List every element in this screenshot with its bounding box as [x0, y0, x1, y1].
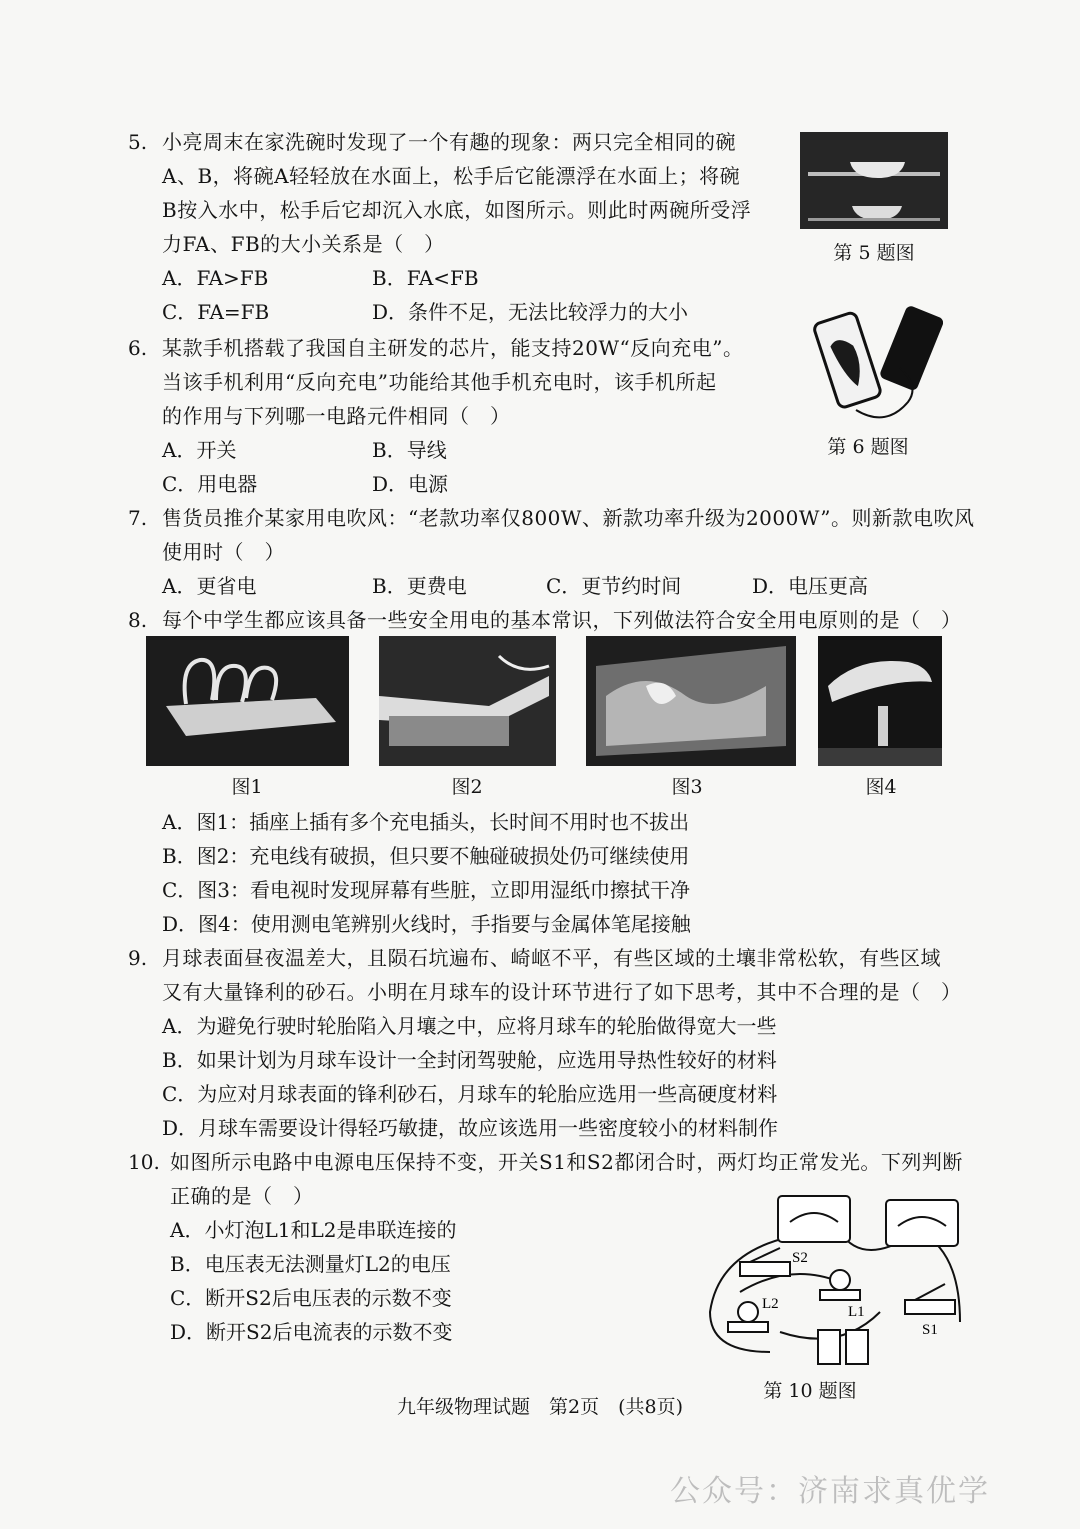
label-l1: L1: [848, 1304, 865, 1320]
option-a: A．开关: [162, 438, 237, 462]
option-b: B．FA<FB: [372, 266, 479, 290]
question-number: 6.: [128, 336, 148, 360]
option-b: B．更费电: [372, 574, 467, 598]
question-number: 8.: [128, 608, 148, 632]
switch-s1-icon: [905, 1300, 955, 1314]
question-text-line: 如图所示电路中电源电压保持不变，开关S1和S2都闭合时，两灯均正常发光。下列判断: [170, 1150, 963, 1174]
page-footer: 九年级物理试题 第2页 (共8页): [396, 1396, 683, 1418]
battery-icon: [846, 1330, 868, 1364]
option-a: A．更省电: [162, 574, 257, 598]
question-number: 7.: [128, 506, 148, 530]
option-b: B．图2：充电线有破损，但只要不触碰破损处仍可继续使用: [162, 844, 690, 868]
option-c: C．断开S2后电压表的示数不变: [170, 1286, 452, 1310]
question-text-line: B按入水中，松手后它却沉入水底，如图所示。则此时两碗所受浮: [162, 198, 752, 222]
figure-caption: 第 5 题图: [833, 242, 915, 264]
phones-charging-figure: [808, 302, 943, 427]
bowls-illustration: [800, 132, 948, 229]
tv-screen-illustration: [586, 636, 796, 766]
question-text-line: 售货员推介某家用电吹风：“老款功率仅800W、新款功率升级为2000W”。则新款电吹风: [162, 506, 975, 530]
battery-icon: [818, 1330, 840, 1364]
figure-3-tv-screen-photo: [586, 636, 796, 766]
label-s1: S1: [922, 1322, 938, 1338]
question-text-line: 每个中学生都应该具备一些安全用电的基本常识，下列做法符合安全用电原则的是（ ）: [162, 608, 962, 632]
question-number: 9.: [128, 946, 148, 970]
circuit-illustration: [700, 1192, 962, 1372]
question-text-line: A、B，将碗A轻轻放在水面上，松手后它能漂浮在水面上；将碗: [162, 164, 741, 188]
option-a: A．为避免行驶时轮胎陷入月壤之中，应将月球车的轮胎做得宽大一些: [162, 1014, 777, 1038]
label-l2: L2: [762, 1296, 779, 1312]
watermark: 公众号：济南求真优学: [670, 1474, 990, 1509]
circuit-diagram: [700, 1192, 962, 1372]
question-number: 5.: [128, 130, 148, 154]
question-text-line: 又有大量锋利的砂石。小明在月球车的设计环节进行了如下思考，其中不合理的是（ ）: [162, 980, 962, 1004]
option-b: B．电压表无法测量灯L2的电压: [170, 1252, 451, 1276]
option-d: D．电压更高: [752, 574, 869, 598]
option-d: D．图4：使用测电笔辨别火线时，手指要与金属体笔尾接触: [162, 912, 691, 936]
switch-s2-icon: [740, 1262, 790, 1276]
option-c: C．FA=FB: [162, 300, 270, 324]
option-a: A．小灯泡L1和L2是串联连接的: [170, 1218, 457, 1242]
question-text-line: 的作用与下列哪一电路元件相同（ ）: [162, 404, 511, 428]
question-text-line: 力FA、FB的大小关系是（ ）: [162, 232, 445, 256]
damaged-cable-illustration: [379, 636, 556, 766]
option-d: D．月球车需要设计得轻巧敏捷，故应该选用一些密度较小的材料制作: [162, 1116, 779, 1140]
figure-4-test-pen-photo: [818, 636, 942, 766]
bowls-in-water-photo: [800, 132, 948, 229]
question-text-line: 正确的是（ ）: [170, 1184, 314, 1208]
figure-1-power-strip-photo: [146, 636, 349, 766]
power-strip-illustration: [146, 636, 349, 766]
bulb-l2-icon: [738, 1302, 758, 1322]
figure-caption: 第 10 题图: [763, 1380, 857, 1402]
question-text-line: 使用时（ ）: [162, 540, 285, 564]
voltmeter-icon: [778, 1196, 850, 1242]
option-a: A．FA>FB: [162, 266, 269, 290]
question-text-line: 某款手机搭载了我国自主研发的芯片，能支持20W“反向充电”。: [162, 336, 744, 360]
option-c: C．用电器: [162, 472, 258, 496]
phones-illustration: [808, 302, 943, 427]
figure-caption: 图3: [671, 776, 703, 798]
option-b: B．导线: [372, 438, 447, 462]
question-text-line: 当该手机利用“反向充电”功能给其他手机充电时，该手机所起: [162, 370, 717, 394]
figure-caption: 第 6 题图: [827, 436, 909, 458]
option-d: D．条件不足，无法比较浮力的大小: [372, 300, 689, 324]
option-d: D．断开S2后电流表的示数不变: [170, 1320, 453, 1344]
option-a: A．图1：插座上插有多个充电插头，长时间不用时也不拔出: [162, 810, 690, 834]
question-text-line: 小亮周末在家洗碗时发现了一个有趣的现象：两只完全相同的碗: [162, 130, 736, 154]
figure-caption: 图4: [865, 776, 897, 798]
bulb-l1-icon: [830, 1270, 850, 1290]
question-text-line: 月球表面昼夜温差大，且陨石坑遍布、崎岖不平，有些区域的土壤非常松软，有些区域: [162, 946, 941, 970]
figure-2-damaged-cable-photo: [379, 636, 556, 766]
question-number: 10.: [128, 1150, 160, 1174]
label-s2: S2: [792, 1250, 808, 1266]
option-b: B．如果计划为月球车设计一全封闭驾驶舱，应选用导热性较好的材料: [162, 1048, 777, 1072]
option-d: D．电源: [372, 472, 449, 496]
figure-caption: 图1: [231, 776, 263, 798]
option-c: C．为应对月球表面的锋利砂石，月球车的轮胎应选用一些高硬度材料: [162, 1082, 778, 1106]
option-c: C．图3：看电视时发现屏幕有些脏，立即用湿纸巾擦拭干净: [162, 878, 691, 902]
option-c: C．更节约时间: [546, 574, 682, 598]
ammeter-icon: [886, 1200, 958, 1246]
figure-caption: 图2: [451, 776, 483, 798]
test-pen-illustration: [818, 636, 942, 766]
